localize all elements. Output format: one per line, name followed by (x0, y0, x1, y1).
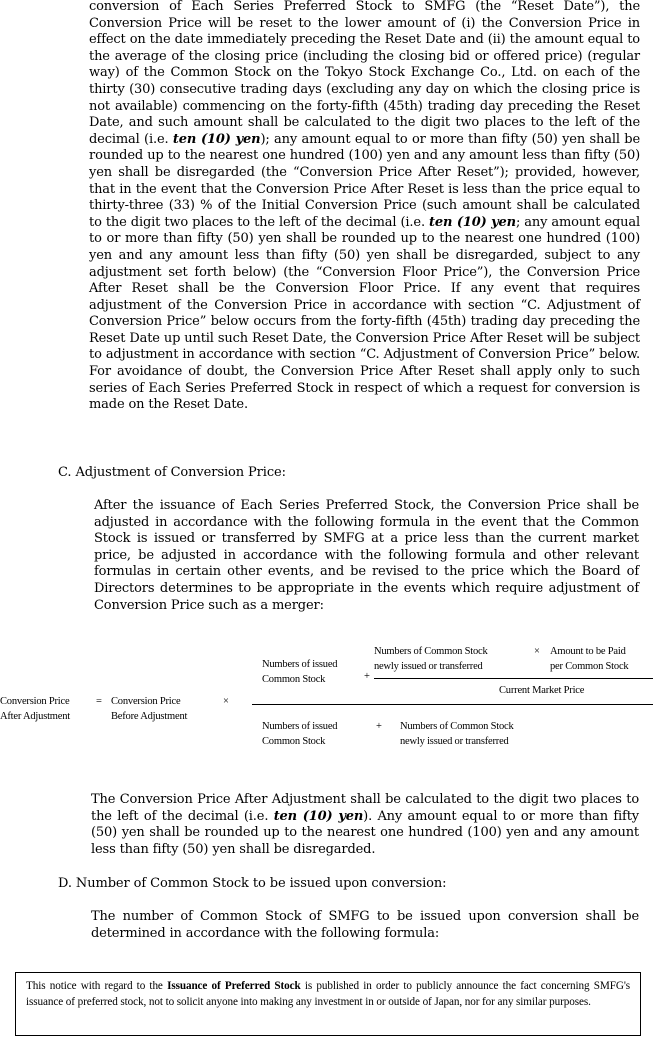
formula-before-line2: Before Adjustment (111, 711, 188, 722)
disclaimer-notice-box (15, 972, 641, 1036)
rounding-text-part2: ). Any amount equal to or more than fifty (50) yen shall be rounded up to the nearest one hundred (100) yen and any amount less than fifty (50) yen shall be disregarded. (91, 808, 639, 857)
numerator-plus-sign: + (364, 671, 370, 682)
section-d-heading: D. Number of Common Stock to be issued upon conversion: (58, 876, 447, 891)
reset-text-part2: ); any amount equal to or more than fifty (50) yen shall be rounded up to the nearest one hundred (100) yen and any amount less than fifty (50) yen shall be disregarded (the “Conversion Price After Reset”); provided, however, that in the event that the Conversion Price After Reset is less than the price equal to thirty-three (33) % of the Initial Conversion Price (such amount shall be calculated to the digit two places to the left of the decimal (i.e. (89, 131, 640, 230)
numerator-newly-line1: Numbers of Common Stock (374, 646, 488, 657)
section-c-intro: After the issuance of Each Series Preferred Stock, the Conversion Price shall be adjusted in accordance with the following formula in the event that the Common Stock is issued or transferred by SMFG at a price less than the current market price, be adjusted in accordance with the following formula and other relevant formulas in certain other events, and be revised to the price which the Board of Directors determines to be appropriate in the events which require adjustment of Conversion Price such as a merger: (94, 498, 639, 613)
section-c-rounding-paragraph (91, 792, 639, 858)
reset-text-emphasis-1: ten (10) yen (172, 131, 261, 147)
current-market-price: Current Market Price (499, 685, 585, 696)
formula-times-sign: × (223, 696, 229, 707)
numerator-paid-line1: Amount to be Paid (550, 646, 626, 657)
notice-text-part2: is published in order to publicly announce the fact concerning SMFG's issuance of preferred stock, not to solicit anyone into making any investment in or outside of Japan, nor for any similar purposes. (26, 980, 630, 1008)
numerator-inner-times-sign: × (534, 646, 540, 657)
denominator-newly-line1: Numbers of Common Stock (400, 721, 514, 732)
denominator-issued-line1: Numbers of issued (262, 721, 338, 732)
denominator-newly-line2: newly issued or transferred (400, 736, 509, 747)
denominator-plus-sign: + (376, 721, 382, 732)
inner-fraction-line (374, 678, 653, 679)
notice-bold-title: Issuance of Preferred Stock (167, 980, 301, 992)
reset-text-part1: conversion of Each Series Preferred Stock to SMFG (the “Reset Date”), the Conversion Price will be reset to the lower amount of (i) the Conversion Price in effect on the date immediately preceding the Reset Date and (ii) the amount equal to the average of the closing price (including the closing bid or offered price) (regular way) of the Common Stock on the Tokyo Stock Exchange Co., Ltd. on each of the thirty (30) consecutive trading days (excluding any day on which the closing price is not available) commencing on the forty-fifth (45th) trading day preceding the Reset Date, and such amount shall be calculated to the digit two places to the left of the decimal (i.e. (89, 0, 640, 147)
formula-before-line1: Conversion Price (111, 696, 181, 707)
reset-text-part3: ; any amount equal to or more than fifty (50) yen shall be rounded up to the nearest one hundred (100) yen and any amount less than fifty (50) yen shall be disregarded, subject to any adjustment set forth below) (the “Conversion Floor Price”), the Conversion Price After Reset shall be the Conversion Floor Price. If any event that requires adjustment of the Conversion Price in accordance with section “C. Adjustment of Conversion Price” below occurs from the forty-fifth (45th) trading day preceding the Reset Date up until such Reset Date, the Conversion Price After Reset will be subject to adjustment in accordance with section “C. Adjustment of Conversion Price” below. For avoidance of doubt, the Conversion Price After Reset shall apply only to such series of Each Series Preferred Stock in respect of which a request for conversion is made on the Reset Date. (89, 214, 640, 413)
formula-lhs-line1: Conversion Price (0, 696, 70, 707)
rounding-text-emphasis: ten (10) yen (273, 808, 364, 824)
section-d-intro: The number of Common Stock of SMFG to be issued upon conversion shall be determined in accordance with the following formula: (91, 909, 639, 941)
numerator-issued-line1: Numbers of issued (262, 659, 338, 670)
section-c-heading: C. Adjustment of Conversion Price: (58, 465, 286, 480)
numerator-issued-line2: Common Stock (262, 674, 326, 685)
formula-lhs-line2: After Adjustment (0, 711, 70, 722)
reset-date-paragraph (89, 0, 640, 414)
notice-text-part1: This notice with regard to the (26, 980, 168, 992)
numerator-paid-line2: per Common Stock (550, 661, 629, 672)
formula-equals-sign: = (96, 696, 102, 707)
main-fraction-line (252, 704, 653, 705)
rounding-text-part1: The Conversion Price After Adjustment shall be calculated to the digit two places to the left of the decimal (i.e. (91, 792, 639, 824)
numerator-newly-line2: newly issued or transferred (374, 661, 483, 672)
reset-text-emphasis-2: ten (10) yen (429, 214, 516, 230)
denominator-issued-line2: Common Stock (262, 736, 326, 747)
